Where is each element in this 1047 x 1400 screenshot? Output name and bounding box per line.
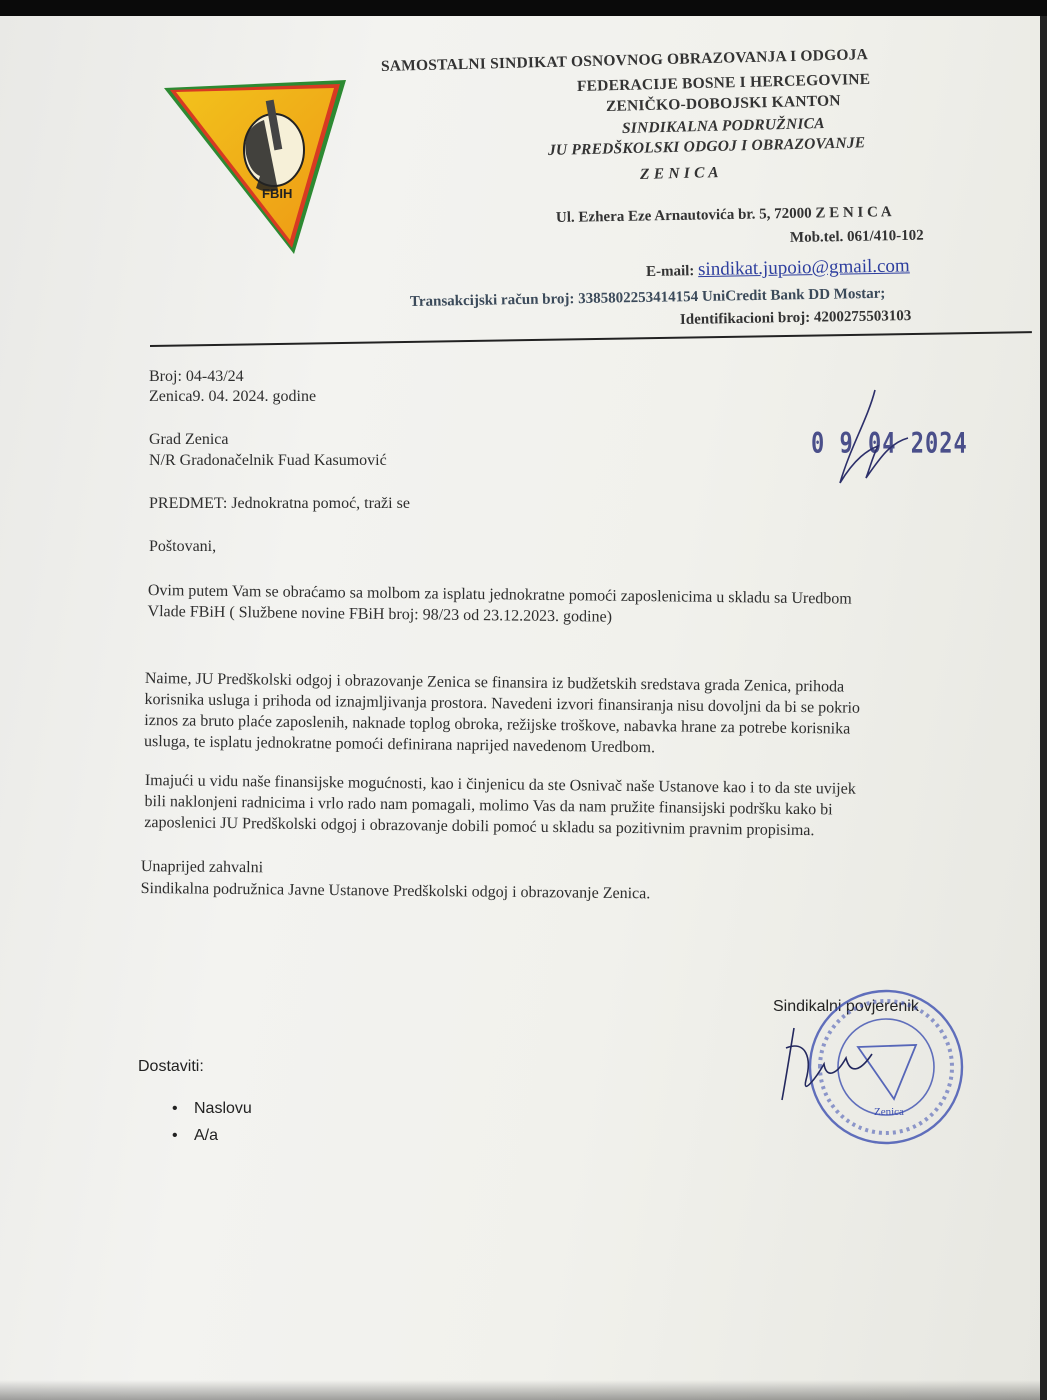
page-bottom-shade [0, 1380, 1040, 1400]
delivery-label: Dostaviti: [138, 1058, 204, 1075]
org-line-6: Z E N I C A [639, 164, 719, 183]
p1-line: Ovim putem Vam se obraćamo sa molbom za isplatu jednokratne pomoći zaposlenicima u skladu sa Uredbom [147, 581, 852, 608]
org-line-1: SAMOSTALNI SINDIKAT OSNOVNOG OBRAZOVANJA I ODGOJA [380, 46, 869, 75]
subject: PREDMET: Jednokratna pomoć, traži se [149, 495, 410, 512]
p2-line: Naime, JU Predškolski odgoj i obrazovanje Zenica se finansira iz budžetskih sredstava grada Zenica, prihoda [144, 669, 845, 696]
closing-line-2: Sindikalna podružnica Javne Ustanove Predškolski odgoj i obrazovanje Zenica. [140, 879, 651, 903]
p2-line: iznos za bruto plaće zaposlenih, naknade toplog obroka, režijske troškove, nabavka hrane za potrebe korisnika [144, 711, 851, 738]
recipient-line-2: N/R Gradonačelnik Fuad Kasumović [149, 452, 387, 469]
delivery-item [172, 1100, 252, 1118]
p2-line: usluga, te isplatu jednokratne pomoći definirana naprijed navedenom Uredbom. [143, 732, 656, 757]
place-date: Zenica9. 04. 2024. godine [149, 388, 317, 405]
letter-number: Broj: 04-43/24 [149, 368, 244, 385]
delivery-item-label: Naslovu [194, 1100, 252, 1117]
email-row [646, 255, 910, 282]
received-date-stamp: 0 9 04 2024 [811, 428, 968, 461]
bullet-icon: • [172, 1127, 178, 1144]
signatory-title: Sindikalni povjerenik [773, 998, 919, 1015]
paragraph-2 [144, 668, 860, 761]
closing [141, 856, 651, 904]
page-edge [1040, 16, 1047, 1400]
bullet-icon: • [172, 1100, 178, 1117]
p1-line: Vlade FBiH ( Službene novine FBiH broj: 98/23 od 23.12.2023. godine) [147, 602, 613, 626]
address: Ul. Ezhera Eze Arnautovića br. 5, 72000 Z E N I C A [555, 204, 892, 226]
closing-line-1: Unaprijed zahvalni [140, 857, 264, 877]
logo-label: FBIH [262, 186, 293, 201]
seal-city: Zenica [874, 1106, 904, 1118]
org-line-5: JU PREDŠKOLSKI ODGOJ I OBRAZOVANJE [547, 134, 866, 159]
org-line-3: ZENIČKO-DOBOJSKI KANTON [605, 92, 841, 115]
p3-line: bili naklonjeni radnicima i vrlo rado nam pomagali, molimo Vas da nam pružite finansijski podršku kako bi [144, 792, 833, 819]
org-line-2: FEDERACIJE BOSNE I HERCEGOVINE [576, 70, 871, 95]
union-logo [162, 80, 348, 256]
delivery-item-label: A/a [194, 1127, 219, 1144]
p2-line: korisnika usluga i prihoda od iznajmljivanja prostora. Navedeni izvori finansiranja nisu dovoljni da bi se pokrio [144, 690, 861, 717]
delivery-item [172, 1127, 218, 1145]
bank-account: Transakcijski račun broj: 3385802253414154 UniCredit Bank DD Mostar; [409, 285, 886, 310]
p3-line: Imajući u vidu naše finansijske mogućnosti, kao i činjenicu da ste Osnivač naše Ustanove kao i to da ste uvijek [144, 771, 856, 798]
email-label: E-mail: [645, 263, 695, 280]
mobile: Mob.tel. 061/410-102 [789, 227, 924, 246]
recipient-line-1: Grad Zenica [149, 431, 229, 448]
email-link[interactable]: sindikat.jupoio@gmail.com [697, 255, 910, 281]
salutation: Poštovani, [149, 538, 217, 555]
org-line-4: SINDIKALNA PODRUŽNICA [621, 115, 825, 137]
paragraph-3 [144, 770, 856, 842]
signature [776, 1018, 876, 1108]
p3-line: zaposlenici JU Predškolski odgoj i obrazovanje dobili pomoć u skladu sa pozitivnim pravnim propisima. [144, 813, 815, 840]
paragraph-1 [147, 580, 851, 631]
date-signature [820, 388, 910, 498]
id-number: Identifikacioni broj: 4200275503103 [679, 307, 912, 328]
top-bar [0, 0, 1047, 16]
